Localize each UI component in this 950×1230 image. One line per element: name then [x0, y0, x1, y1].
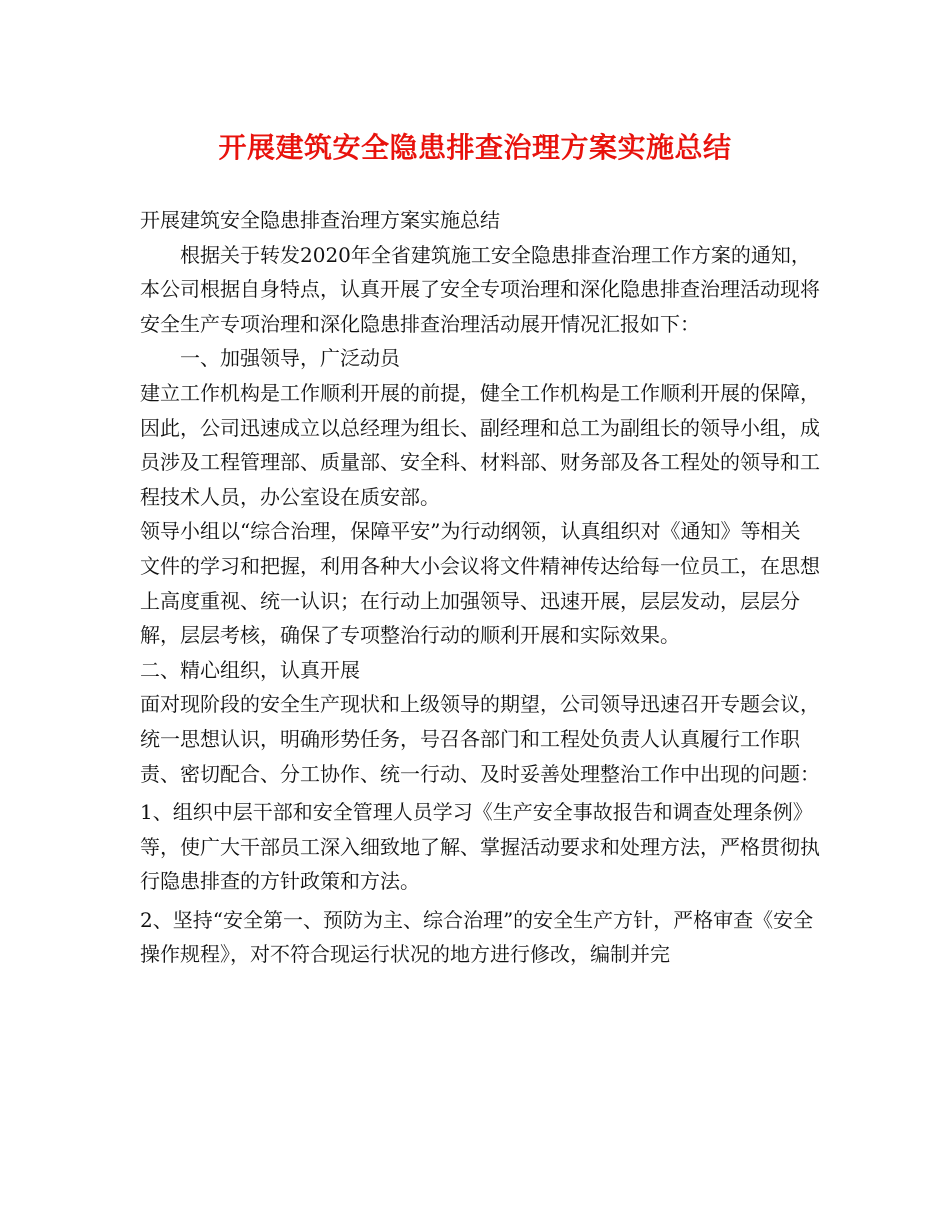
paragraph: 根据关于转发2020年全省建筑施工安全隐患排查治理工作方案的通知，本公司根据自身特点，认真开展了安全专项治理和深化隐患排查治理活动现将安全生产专项治理和深化隐患排查治理活动展开情况汇报如下：	[140, 242, 820, 336]
paragraph: 领导小组以“综合治理，保障平安”为行动纲领，认真组织对《通知》等相关文件的学习和把握，利用各种大小会议将文件精神传达给每一位员工，在思想上高度重视、统一认识；在行动上加强领导、迅速开展，层层发动，层层分解，层层考核，确保了专项整治行动的顺利开展和实际效果。	[140, 519, 820, 648]
section-heading: 一、加强领导，广泛动员	[180, 346, 400, 371]
list-item: 2、坚持“安全第一、预防为主、综合治理”的安全生产方针，严格审查《安全操作规程》，对不符合现运行状况的地方进行修改，编制并完	[140, 907, 814, 967]
paragraph: 开展建筑安全隐患排查治理方案实施总结	[140, 208, 500, 232]
document-title: 开展建筑安全隐患排查治理方案实施总结	[218, 131, 732, 164]
document-body	[140, 203, 820, 972]
paragraph: 建立工作机构是工作顺利开展的前提，健全工作机构是工作顺利开展的保障，因此，公司迅速成立以总经理为组长、副经理和总工为副组长的领导小组，成员涉及工程管理部、质量部、安全科、材料部、财务部及各工程处的领导和工程技术人员，办公室设在质安部。	[140, 380, 820, 509]
paragraph: 面对现阶段的安全生产现状和上级领导的期望，公司领导迅速召开专题会议，统一思想认识，明确形势任务，号召各部门和工程处负责人认真履行工作职责、密切配合、分工协作、统一行动、及时妥善处理整治工作中出现的问题：	[140, 692, 820, 786]
list-item: 1、组织中层干部和安全管理人员学习《生产安全事故报告和调查处理条例》等，使广大干部员工深入细致地了解、掌握活动要求和处理方法，严格贯彻执行隐患排查的方针政策和方法。	[140, 800, 820, 894]
section-heading: 二、精心组织，认真开展	[140, 657, 360, 682]
